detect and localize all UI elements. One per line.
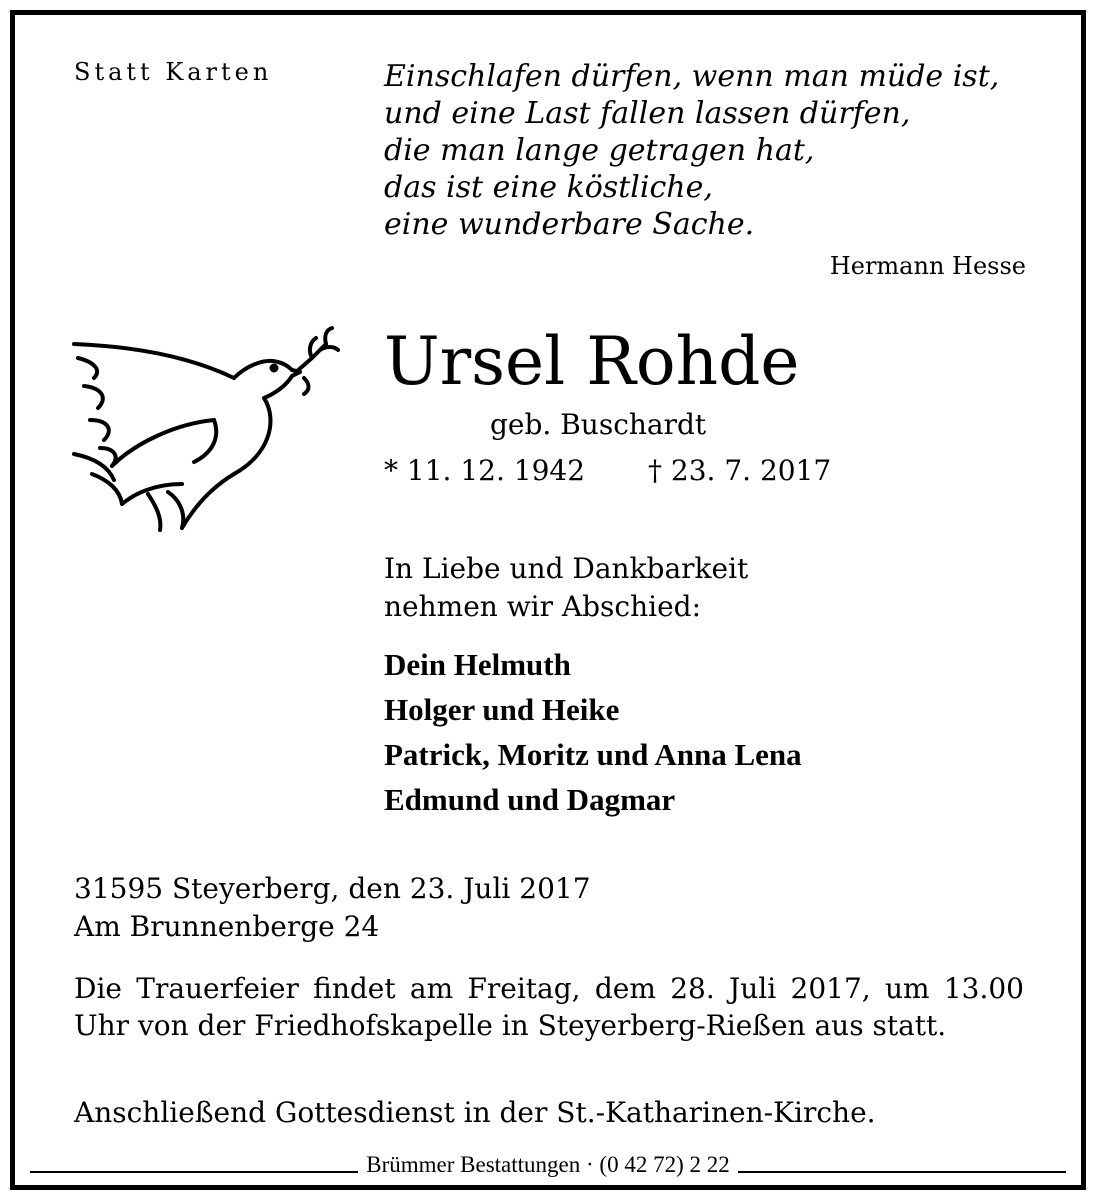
service-text: Anschließend Gottesdienst in der St.-Katharinen-Kirche. (74, 1096, 876, 1129)
poem-line: eine wunderbare Sache. (384, 207, 755, 242)
poem (384, 58, 999, 243)
mourner-name: Edmund und Dagmar (384, 782, 676, 817)
death-date: † 23. 7. 2017 (648, 454, 832, 487)
farewell-intro (384, 550, 748, 626)
maiden-name: geb. Buschardt (490, 408, 707, 441)
poem-line: und eine Last fallen lassen dürfen, (384, 96, 911, 131)
farewell-intro-line: In Liebe und Dankbarkeit (384, 552, 749, 585)
address-line: Am Brunnenberge 24 (74, 910, 380, 943)
mourner-name: Holger und Heike (384, 692, 620, 727)
mourner-name: Dein Helmuth (384, 647, 571, 682)
mourner-name: Patrick, Moritz und Anna Lena (384, 737, 802, 772)
address-block (74, 870, 591, 946)
mourners-list (384, 642, 802, 822)
address-line: 31595 Steyerberg, den 23. Juli 2017 (74, 872, 591, 905)
dove-icon (64, 324, 344, 544)
deceased-name: Ursel Rohde (384, 323, 800, 400)
poem-line: Einschlafen dürfen, wenn man müde ist, (384, 59, 1000, 94)
ceremony-text: Die Trauerfeier findet am Freitag, dem 28. Juli 2017, um 13.00 Uhr von der Friedhofskapelle in Steyerberg-Rießen aus statt. (74, 972, 1024, 1042)
poem-line: die man lange getragen hat, (384, 133, 815, 168)
poem-line: das ist eine köstliche, (384, 170, 713, 205)
farewell-intro-line: nehmen wir Abschied: (384, 590, 702, 623)
funeral-home-footer (10, 1152, 1086, 1178)
birth-date: * 11. 12. 1942 (384, 454, 586, 487)
statt-karten-label: Statt Karten (74, 58, 273, 86)
poem-author: Hermann Hesse (829, 252, 1026, 280)
funeral-home-contact: Brümmer Bestattungen · (0 42 72) 2 22 (358, 1152, 737, 1178)
